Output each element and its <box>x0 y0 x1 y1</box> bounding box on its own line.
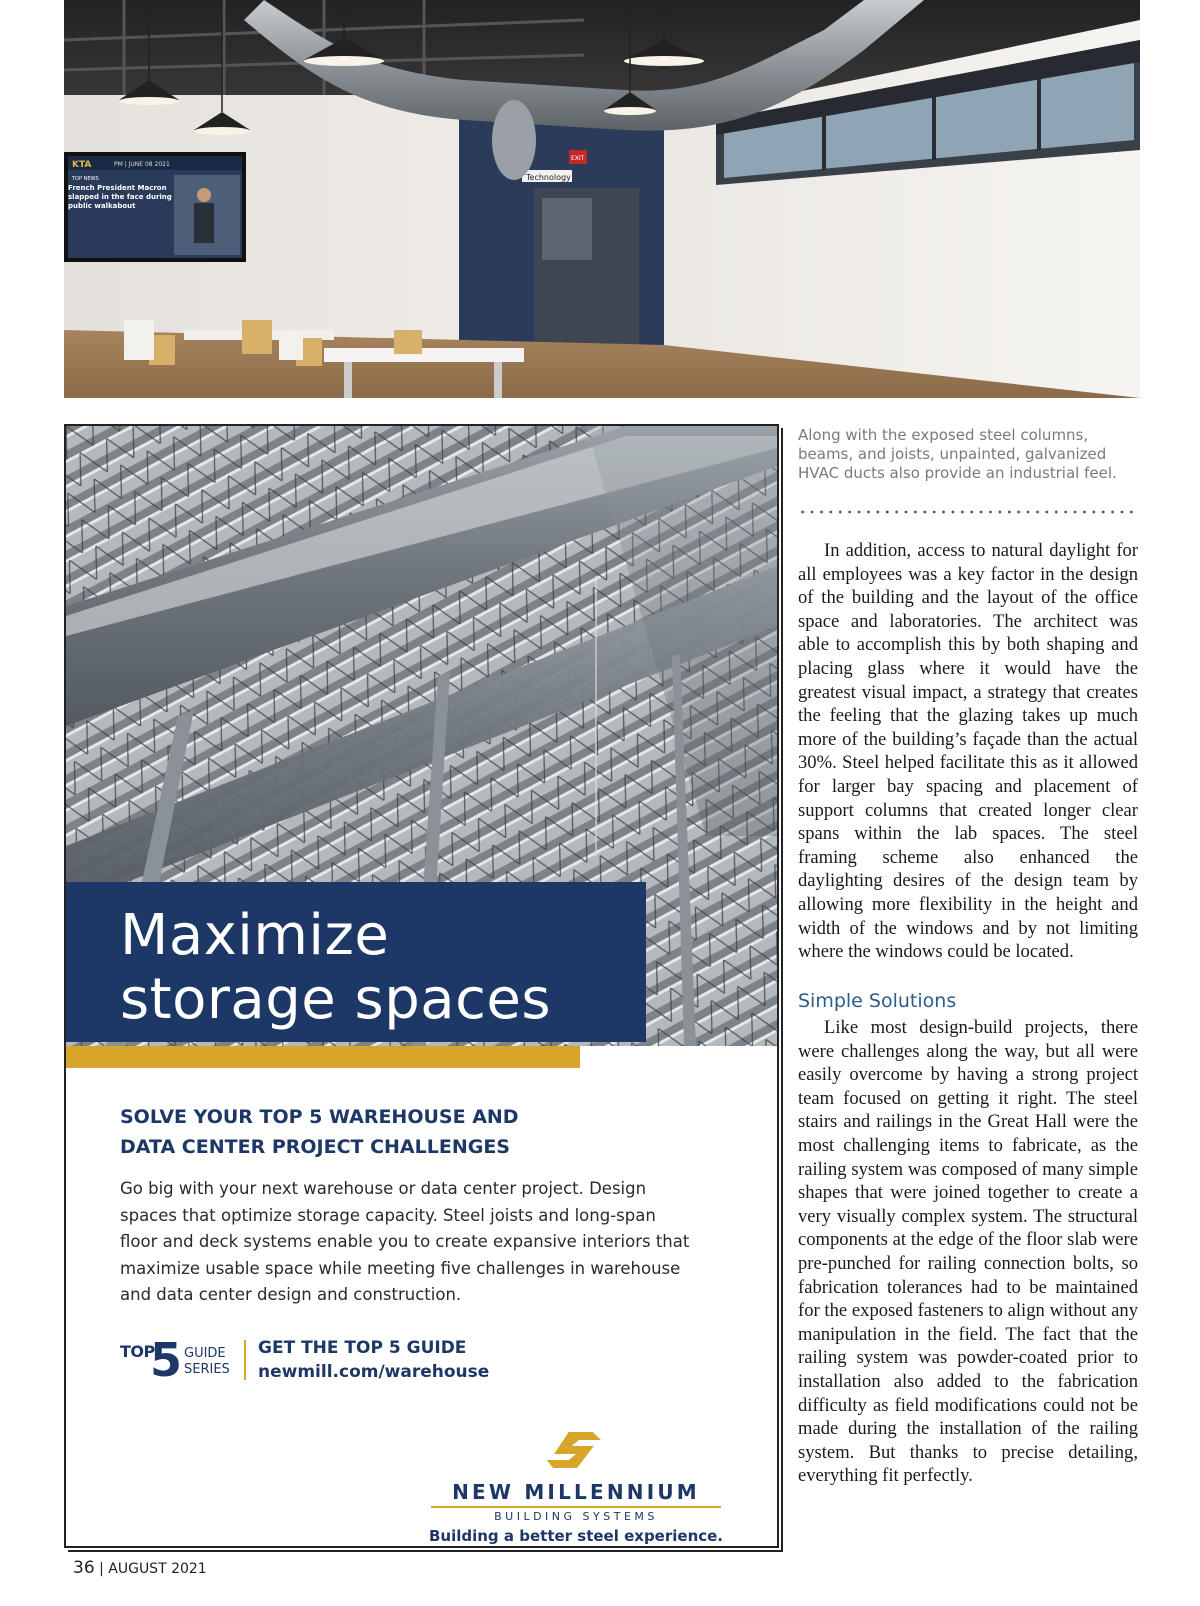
brand-rule <box>431 1506 721 1508</box>
photo-caption: Along with the exposed steel columns, beams, and joists, unpainted, galvanized HVAC ducts also provide an industrial feel. <box>798 426 1117 482</box>
office-interior-photo <box>64 0 1140 398</box>
ad-headline-line-2: DATA CENTER PROJECT CHALLENGES <box>120 1136 510 1158</box>
tv-channel: KTA <box>72 160 92 170</box>
ad-title-box <box>66 882 646 1042</box>
article-paragraph-2 <box>798 1016 1138 1488</box>
brand-tagline: Building a better steel experience. <box>428 1527 724 1545</box>
ad-title-line-2: storage spaces <box>120 967 551 1032</box>
page-folio <box>73 1558 207 1578</box>
top5-top-text: TOP <box>120 1342 155 1361</box>
door-sign: Technology <box>526 173 571 182</box>
ad-body-line: floor and deck systems enable you to create expansive interiors that <box>120 1232 690 1251</box>
dotted-divider <box>798 510 1138 514</box>
cta-url-link[interactable]: newmill.com/warehouse <box>258 1362 490 1382</box>
steel-s-icon <box>546 1426 606 1474</box>
folio-separator: | <box>99 1561 104 1577</box>
top5-number: 5 <box>150 1333 183 1387</box>
ad-body-line: spaces that optimize storage capacity. Steel joists and long-span <box>120 1205 656 1225</box>
page-number: 36 <box>73 1558 95 1578</box>
cta-divider <box>244 1340 246 1380</box>
ad-accent-bar <box>66 1046 580 1068</box>
brand-name: NEW MILLENNIUM <box>452 1480 700 1504</box>
article-paragraph-1 <box>798 539 1138 964</box>
brand-subtitle: BUILDING SYSTEMS <box>494 1510 658 1523</box>
article-paragraph-text: In addition, access to natural daylight for all employees was a key factor in the design of the building and the layout of the office space and laboratories. The architect was able to accomplish this by both shaping and placing glass where it would have the greatest visual impact, a strategy that creates the feeling that the glazing takes up much more of the building’s façade than the actual 30%. Steel helped facilitate this as it allowed for larger bay spacing and placement of support columns that created longer clear spans within the lab spaces. The steel framing scheme also enhanced the daylighting desires of the design team by allowing more flexibility in the height and width of the windows and by not limiting where the windows could be located. <box>798 540 1138 963</box>
ad-body-line: Go big with your next warehouse or data center project. Design <box>120 1179 647 1198</box>
tv-ticker: PM | JUNE 08 2021 <box>114 161 170 168</box>
tv-headline: French President Macron slapped in the face during public walkabout <box>68 184 172 210</box>
section-subhead: Simple Solutions <box>798 990 957 1012</box>
new-millennium-logo <box>426 1426 726 1545</box>
cta-heading: GET THE TOP 5 GUIDE <box>258 1338 467 1358</box>
ad-body-line: maximize usable space while meeting five challenges in warehouse <box>120 1258 681 1278</box>
top5-series-text: SERIES <box>184 1362 230 1377</box>
ad-body-line: and data center design and construction. <box>120 1285 462 1304</box>
cta-text[interactable] <box>258 1336 489 1384</box>
advertisement[interactable] <box>64 424 779 1548</box>
exit-sign: EXIT <box>571 155 585 162</box>
ad-call-to-action[interactable] <box>120 1333 720 1396</box>
ad-headline <box>120 1102 720 1162</box>
top5-guide-series-logo <box>120 1333 240 1396</box>
issue-date: AUGUST 2021 <box>108 1561 207 1577</box>
top5-guide-text: GUIDE <box>184 1346 226 1361</box>
ad-headline-line-1: SOLVE YOUR TOP 5 WAREHOUSE AND <box>120 1106 519 1128</box>
tv-section: TOP NEWS <box>72 176 99 182</box>
article-paragraph-text: Like most design-build projects, there were challenges along the way, but all were easily overcome by having a strong project team focused on getting it right. The steel stairs and railings in the Great Hall were the most challenging items to fabricate, as the railing system was composed of many simple shapes that were joined together to create a very visually complex system. The structural components at the edge of the floor slab were pre-punched for railing connection bolts, so fabrication tolerances had to be maintained for the exposed fasteners to align without any manipulation in the field. The fact that the railing system was powder-coated prior to installation also added to the fabrication difficulty as field modifications could not be made during the installation of the railing system. But thanks to precise detailing, everything fit perfectly. <box>798 1017 1138 1487</box>
ad-body-text <box>120 1176 720 1309</box>
ad-title-line-1: Maximize <box>120 903 390 968</box>
